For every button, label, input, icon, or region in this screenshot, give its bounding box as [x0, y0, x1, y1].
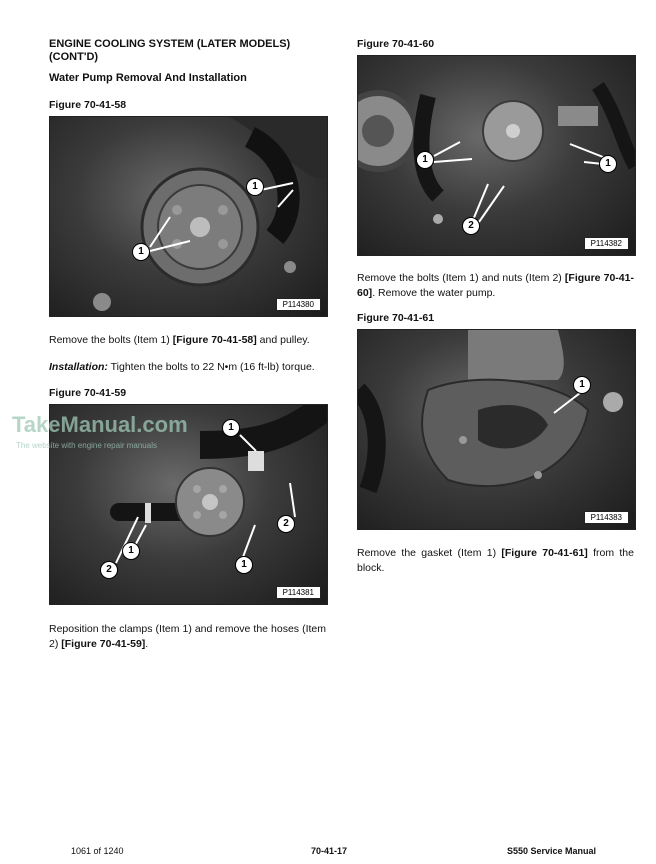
photo-id: P114381 [276, 586, 321, 599]
figure-58-photo [49, 116, 328, 317]
callout-item-1: 1 [222, 419, 240, 437]
installation-note: Installation: Tighten the bolts to 22 N•m (16 ft-lb) torque. [49, 361, 315, 373]
subsection-title: Water Pump Removal And Installation [49, 72, 247, 84]
photo-id: P114383 [584, 511, 629, 524]
figure-reference: [Figure 70-41-61] [501, 547, 588, 559]
figure-reference: [Figure 70-41-59] [61, 638, 146, 650]
callout-item-1: 1 [235, 556, 253, 574]
callout-item-1: 1 [246, 178, 264, 196]
instruction-paragraph: Remove the bolts (Item 1) [Figure 70-41-58] and pulley. [49, 334, 310, 346]
figure-60-photo [357, 55, 636, 256]
callout-item-1: 1 [599, 155, 617, 173]
page-count: 1061 of 1240 [71, 846, 124, 856]
figure-61-photo [357, 329, 636, 530]
manual-title: S550 Service Manual [507, 846, 597, 856]
callout-item-1: 1 [122, 542, 140, 560]
figure-reference: [Figure 70-41-58] [172, 334, 257, 346]
watermark-subtitle: The website with engine repair manuals [16, 441, 157, 450]
section-title: ENGINE COOLING SYSTEM (LATER MODELS) (CONT'D) [49, 38, 291, 63]
water-pump-bolts-illustration [358, 56, 635, 255]
callout-item-2: 2 [462, 217, 480, 235]
instruction-paragraph: Remove the bolts (Item 1) and nuts (Item 2) [Figure 70-41-60]. Remove the water pump. [357, 272, 634, 299]
callout-item-1: 1 [132, 243, 150, 261]
instruction-paragraph: Remove the gasket (Item 1) [Figure 70-41-61] from the block. [357, 547, 634, 574]
page-number: 70-41-17 [311, 846, 348, 856]
callout-item-2: 2 [277, 515, 295, 533]
callout-item-1: 1 [416, 151, 434, 169]
callout-item-2: 2 [100, 561, 118, 579]
figure-61-label: Figure 70-41-61 [357, 312, 435, 324]
figure-reference: [Figure 70-41-60] [357, 272, 634, 299]
figure-59-label: Figure 70-41-59 [49, 387, 127, 399]
instruction-paragraph: Reposition the clamps (Item 1) and remove the hoses (Item 2) [Figure 70-41-59]. [49, 623, 326, 650]
photo-id: P114382 [584, 237, 629, 250]
water-pump-pulley-illustration [50, 117, 327, 316]
figure-60-label: Figure 70-41-60 [357, 38, 435, 50]
watermark-title: TakeManual.com [12, 412, 188, 437]
gasket-block-illustration [358, 330, 635, 529]
callout-item-1: 1 [573, 376, 591, 394]
figure-58-label: Figure 70-41-58 [49, 99, 127, 111]
photo-id: P114380 [276, 298, 321, 311]
